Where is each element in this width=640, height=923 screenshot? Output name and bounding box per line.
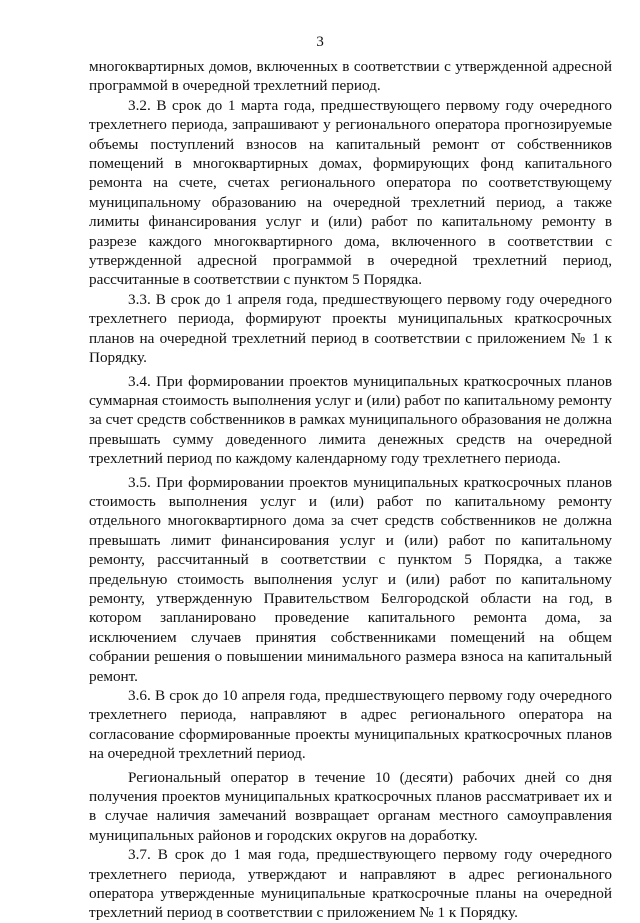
paragraph-3-4: 3.4. При формировании проектов муниципальных краткосрочных планов суммарная стоимость выполнения услуг и (или) работ по капитальному ремонту за счет средств собственников в рамках муниципального образования не должна превышать сумму доведенного лимита денежных средств на очередной трехлетний период по каждому календарному году трехлетнего периода. (89, 372, 612, 468)
paragraph-3-3: 3.3. В срок до 1 апреля года, предшествующего первому году очередного трехлетнего периода, формируют проекты муниципальных краткосрочных планов на очередной трехлетний период в соответствии с приложением № 1 к Порядку. (89, 290, 612, 367)
paragraph-regional-operator: Региональный оператор в течение 10 (десяти) рабочих дней со дня получения проектов муниципальных краткосрочных планов рассматривает их и в случае наличия замечаний возвращает органам местного самоуправления муниципальных районов и городских округов на доработку. (89, 768, 612, 844)
paragraph-continuation: многоквартирных домов, включенных в соответствии с утвержденной адресной программой в очередной трехлетний период. (89, 58, 612, 95)
document-body (89, 57, 612, 923)
paragraph-3-5: 3.5. При формировании проектов муниципальных краткосрочных планов стоимость выполнения услуг и (или) работ по капитальному ремонту отдельного многоквартирного дома за счет средств собственников не должна превышать лимит финансирования услуг и (или) работ по капитальному ремонту, рассчитанный в соответствии с пунктом 5 Порядка, а также предельную стоимость выполнения услуг и (или) работ по капитальному ремонту, утвержденную Правительством Белгородской области на год, в котором запланировано проведение капитального ремонта дома, за исключением случаев принятия собственниками помещений на общем собрании решения о повышении минимального размера взноса на капитальный ремонт. (89, 473, 612, 685)
page-number: 3 (316, 33, 324, 50)
paragraph-3-6: 3.6. В срок до 10 апреля года, предшествующего первому году очередного трехлетнего периода, направляют в адрес регионального оператора на согласование сформированные проекты муниципальных краткосрочных планов на очередной трехлетний период. (89, 687, 612, 763)
paragraph-3-2: 3.2. В срок до 1 марта года, предшествующего первому году очередного трехлетнего периода, запрашивают у регионального оператора прогнозируемые объемы поступлений взносов на капитальный ремонт от собственников помещений в многоквартирных домах, формирующих фонд капитального ремонта на счете, счетах регионального оператора по соответствующему муниципальному образованию на очередной трехлетний период, а также лимиты финансирования услуг и (или) работ по капитальному ремонту в разрезе каждого многоквартирного дома, включенного в соответствии с утвержденной адресной программой в очередной трехлетний период, рассчитанные в соответствии с пунктом 5 Порядка. (89, 96, 612, 289)
paragraph-3-7: 3.7. В срок до 1 мая года, предшествующего первому году очередного трехлетнего периода, утверждают и направляют в адрес регионального оператора утвержденные муниципальные краткосрочные планы на очередной трехлетний период в соответствии с приложением № 1 к Порядку. (89, 846, 612, 922)
